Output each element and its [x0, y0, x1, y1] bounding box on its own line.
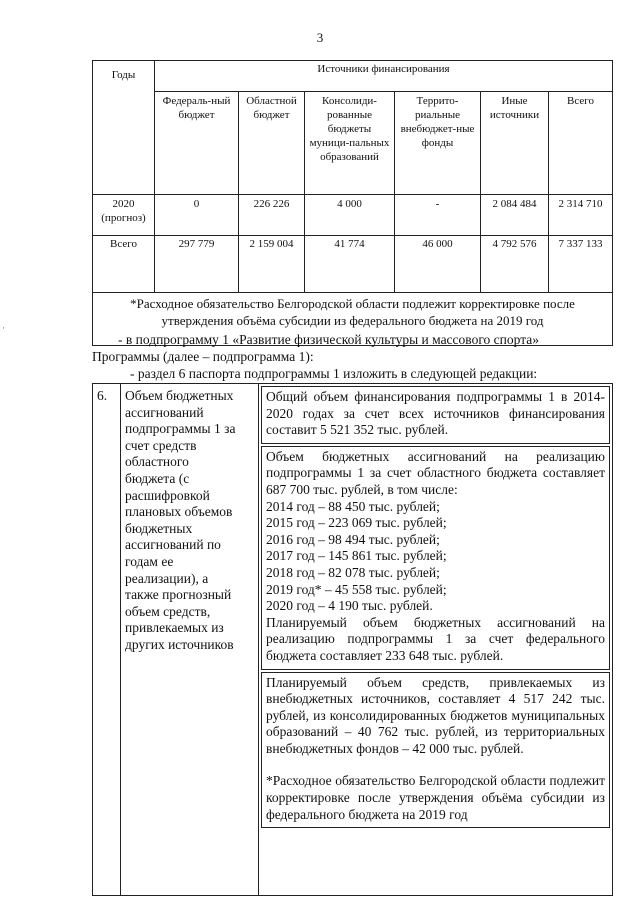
paragraph-section: - раздел 6 паспорта подпрограммы 1 изложить в следующей редакции: — [130, 366, 538, 381]
year-item: 2016 год – 98 494 тыс. рублей; — [266, 531, 440, 547]
financing-table — [92, 60, 613, 346]
cell-value: 2 159 004 — [239, 236, 305, 293]
year-item: 2018 год – 82 078 тыс. рублей; — [266, 564, 440, 580]
year-item: 2019 год* – 45 558 тыс. рублей; — [266, 581, 447, 597]
year-item: 2017 год – 145 861 тыс. рублей; — [266, 548, 447, 564]
label-line: подпрограммы 1 за — [125, 421, 236, 437]
label-line: плановых объемов — [125, 504, 233, 520]
federal-text: Планируемый объем бюджетных ассигнований на реализацию подпрограммы 1 за счет федерального бюджета составляет 233 648 тыс. рублей. — [266, 614, 605, 663]
total-block — [261, 386, 610, 444]
header-other: Иные источники — [481, 92, 549, 195]
row-year: Всего — [93, 236, 155, 293]
header-federal: Федераль-ный бюджет — [155, 92, 239, 195]
row-number: 6. — [93, 384, 121, 896]
label-line: других источников — [125, 636, 234, 652]
year-item: 2014 год – 88 450 тыс. рублей; — [266, 498, 440, 514]
label-line: бюджетных — [125, 520, 193, 536]
passport-table — [92, 383, 613, 896]
cell-value: 2 314 710 — [549, 195, 613, 236]
passport-label — [121, 384, 259, 896]
cell-value: 4 000 — [305, 195, 395, 236]
paragraph-subprogram: - в подпрограмму 1 «Развитие физической культуры и массового спорта» — [118, 332, 539, 347]
label-line: областного — [125, 454, 189, 470]
table-footnote: *Расходное обязательство Белгородской области подлежит корректировке после утверждения объёма субсидии из федерального бюджета на 2019 год — [93, 293, 613, 346]
header-regional: Областной бюджет — [239, 92, 305, 195]
table-row — [93, 236, 613, 293]
cell-value: 226 226 — [239, 195, 305, 236]
cell-value: 4 792 576 — [481, 236, 549, 293]
table-row — [93, 195, 613, 236]
cell-value: 46 000 — [395, 236, 481, 293]
label-line: реализации), а — [125, 570, 209, 586]
label-line: ассигнований по — [125, 537, 221, 553]
label-line: бюджета (с — [125, 470, 190, 486]
label-line: счет средств — [125, 437, 197, 453]
passport-footnote: *Расходное обязательство Белгородской области подлежит корректировке после утверждения объёма субсидии из федерального бюджета на 2019 год — [266, 773, 605, 822]
total-text: Общий объем финансирования подпрограммы 1 в 2014-2020 годах за счет всех источников финансирования составит 5 521 352 тыс. рублей. — [266, 389, 605, 438]
cell-value: 297 779 — [155, 236, 239, 293]
paragraph-program: Программы (далее – подпрограмма 1): — [92, 349, 314, 364]
cell-value: 41 774 — [305, 236, 395, 293]
regional-text: Объем бюджетных ассигнований на реализацию подпрограммы 1 за счет областного бюджета составляет 687 700 тыс. рублей, в том числе: — [266, 448, 605, 497]
row-year: 2020 (прогноз) — [93, 195, 155, 236]
label-line: ассигнований — [125, 404, 204, 420]
label-line: Объем бюджетных — [125, 388, 234, 403]
passport-content — [259, 384, 613, 896]
header-years: Годы — [93, 61, 155, 195]
label-line: также прогнозный — [125, 587, 232, 603]
header-sources: Источники финансирования — [155, 61, 613, 92]
header-extrabudget: Террито-риальные внебюджет-ные фонды — [395, 92, 481, 195]
year-item: 2015 год – 223 069 тыс. рублей; — [266, 515, 447, 531]
header-municipal: Консолиди-рованные бюджеты муници-пальных образований — [305, 92, 395, 195]
label-line: привлекаемых из — [125, 620, 224, 636]
page-number: 3 — [316, 30, 324, 45]
year-item: 2020 год – 4 190 тыс. рублей. — [266, 598, 433, 614]
label-line: объем средств, — [125, 603, 211, 619]
cell-value: - — [395, 195, 481, 236]
cell-value: 2 084 484 — [481, 195, 549, 236]
header-total: Всего — [549, 92, 613, 195]
extra-text: Планируемый объем средств, привлекаемых из внебюджетных источников, составляет 4 517 242 тыс. рублей, из консолидированных бюджетов муниципальных образований – 40 762 тыс. рублей, из территориальных внебюджетных фондов – 42 000 тыс. рублей. — [266, 674, 605, 756]
label-line: расшифровкой — [125, 487, 210, 503]
regional-block — [261, 446, 610, 670]
label-line: годам ее — [125, 553, 174, 569]
margin-mark-icon: · — [2, 323, 5, 333]
cell-value: 0 — [155, 195, 239, 236]
cell-value: 7 337 133 — [549, 236, 613, 293]
extra-block — [261, 672, 610, 829]
